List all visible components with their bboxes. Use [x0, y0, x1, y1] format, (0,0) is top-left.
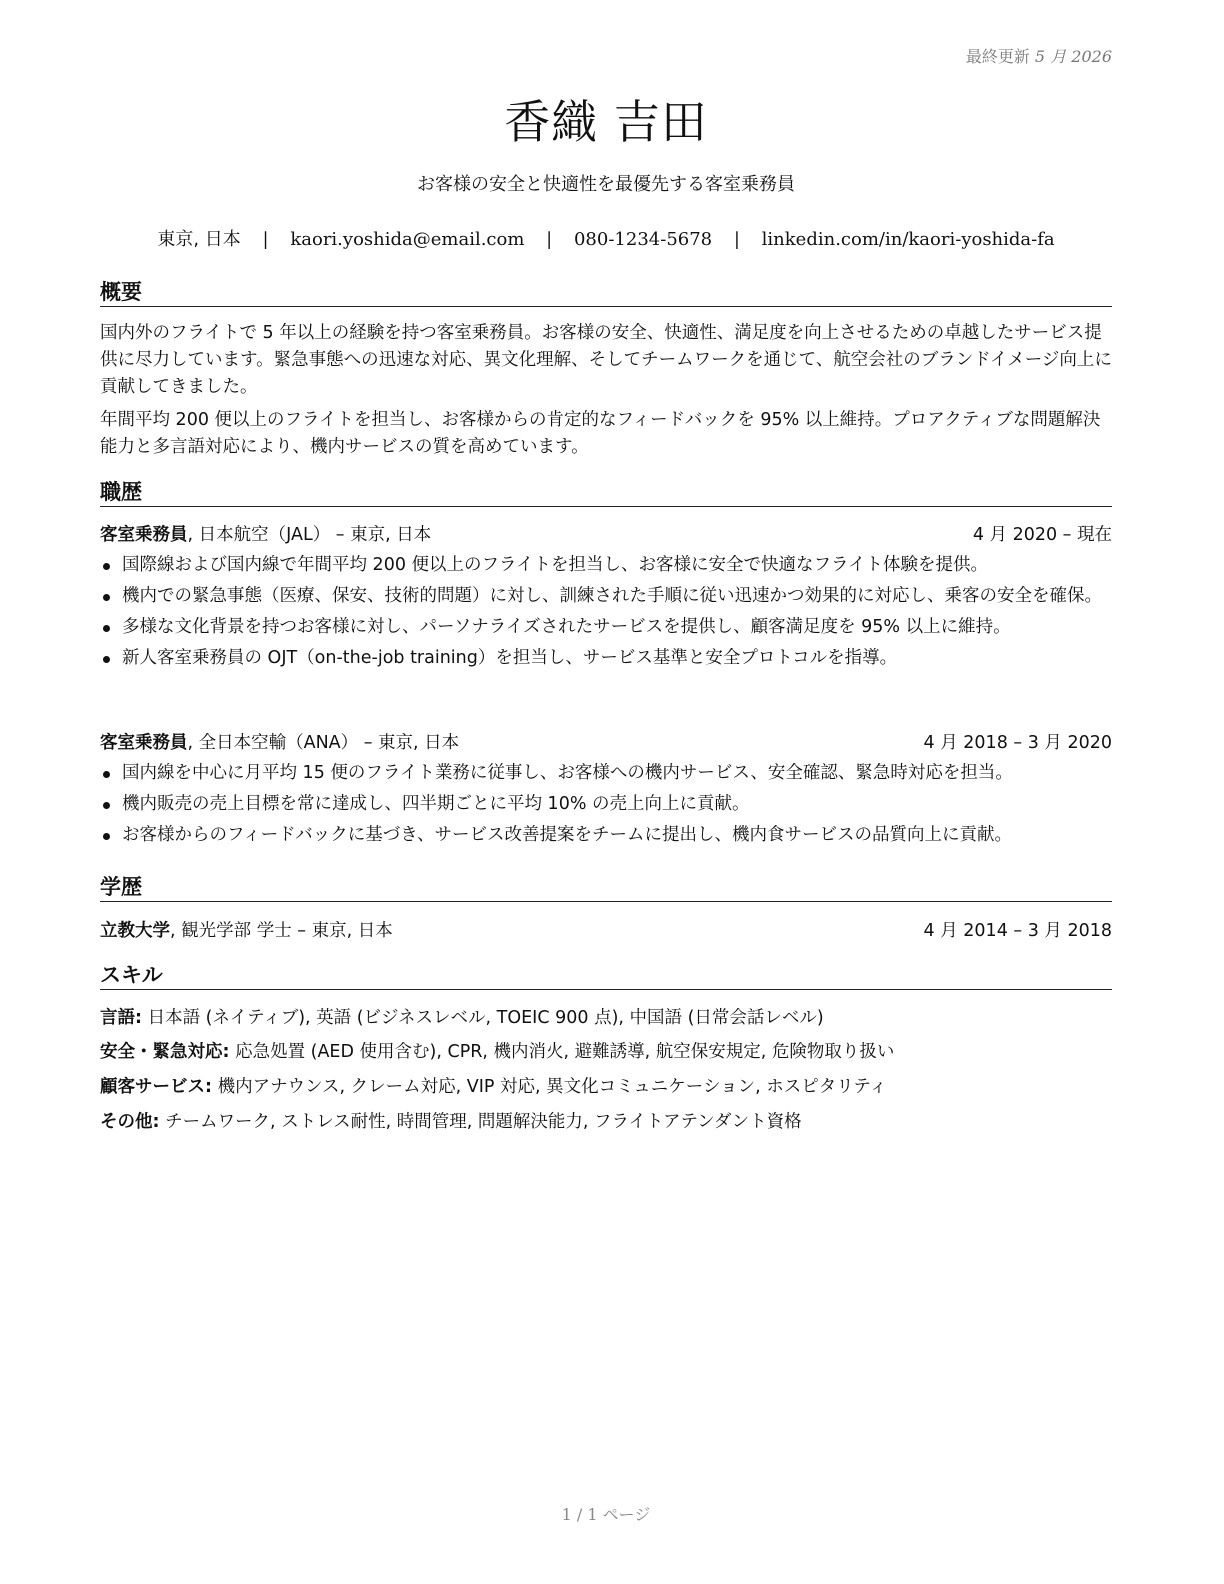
education-line	[100, 918, 393, 944]
resume-page	[100, 0, 1112, 1584]
job-bullets	[100, 760, 1112, 853]
last-updated	[966, 44, 1112, 67]
bullet-text: 国際線および国内線で年間平均 200 便以上のフライトを担当し、お客様に安全で快適なフライト体験を提供。	[122, 555, 988, 575]
job-role: 客室乗務員	[100, 525, 188, 545]
job-title-line	[100, 730, 459, 756]
list-item	[100, 552, 1112, 579]
skill-text: チームワーク, ストレス耐性, 時間管理, 問題解決能力, フライトアテンダント資格	[159, 1112, 802, 1132]
contact-line	[100, 225, 1112, 251]
list-item	[100, 583, 1112, 610]
job-header	[100, 522, 1112, 548]
skill-text: 日本語 (ネイティブ), 英語 (ビジネスレベル, TOEIC 900 点), 中国語 (日常会話レベル)	[142, 1008, 824, 1028]
bullet-text: 新人客室乗務員の OJT（on-the-job training）を担当し、サービス基準と安全プロトコルを指導。	[122, 648, 898, 668]
education-detail: , 観光学部 学士 – 東京, 日本	[170, 921, 393, 941]
list-item	[100, 760, 1112, 787]
skill-label: 顧客サービス:	[100, 1077, 212, 1097]
bullet-text: 国内線を中心に月平均 15 便のフライト業務に従事し、お客様への機内サービス、安全確認、緊急時対応を担当。	[122, 763, 1013, 783]
contact-location: 東京, 日本	[157, 229, 241, 250]
bullet-icon	[103, 802, 110, 809]
bullet-text: 機内販売の売上目標を常に達成し、四半期ごとに平均 10% の売上向上に貢献。	[122, 794, 750, 814]
candidate-name: 香織 吉田	[504, 95, 708, 149]
skill-label: その他:	[100, 1112, 160, 1132]
skill-text: 応急処置 (AED 使用含む), CPR, 機内消火, 避難誘導, 航空保安規定, 危険物取り扱い	[229, 1042, 895, 1062]
education-dates: 4 月 2014 – 3 月 2018	[923, 921, 1112, 941]
section-title-experience: 職歴	[100, 479, 1112, 507]
bullet-text: 多様な文化背景を持つお客様に対し、パーソナライズされたサービスを提供し、顧客満足度を 95% 以上に維持。	[122, 617, 1011, 637]
job-bullets	[100, 552, 1112, 676]
contact-separator: |	[546, 229, 553, 250]
bullet-icon	[103, 625, 110, 632]
skill-line	[100, 1074, 1112, 1100]
section-title-skills: スキル	[100, 962, 1112, 990]
section-title-education: 学歴	[100, 874, 1112, 902]
skill-label: 安全・緊急対応:	[100, 1042, 230, 1062]
bullet-icon	[103, 594, 110, 601]
job-dates: 4 月 2020 – 現在	[972, 525, 1112, 545]
job-role: 客室乗務員	[100, 733, 188, 753]
list-item	[100, 822, 1112, 849]
bullet-text: 機内での緊急事態（医療、保安、技術的問題）に対し、訓練された手順に従い迅速かつ効果的に対応し、乗客の安全を確保。	[122, 586, 1102, 606]
page-number: 1 / 1 ページ	[561, 1505, 651, 1524]
skill-line	[100, 1039, 1112, 1065]
bullet-text: お客様からのフィードバックに基づき、サービス改善提案をチームに提出し、機内食サービスの品質向上に貢献。	[122, 825, 1013, 845]
job-dates: 4 月 2018 – 3 月 2020	[923, 733, 1112, 753]
list-item	[100, 791, 1112, 818]
section-title-summary: 概要	[100, 279, 1112, 307]
skill-line	[100, 1109, 1112, 1135]
contact-separator: |	[733, 229, 740, 250]
bullet-icon	[103, 771, 110, 778]
contact-phone[interactable]: 080-1234-5678	[573, 229, 713, 250]
summary-paragraph: 国内外のフライトで 5 年以上の経験を持つ客室乗務員。お客様の安全、快適性、満足度を向上させるための卓越したサービス提供に尽力しています。緊急事態への迅速な対応、異文化理解、そしてチームワークを通じて、航空会社のブランドイメージ向上に貢献してきました。	[100, 323, 1112, 397]
bullet-icon	[103, 563, 110, 570]
list-item	[100, 614, 1112, 641]
job-company: , 全日本空輸（ANA） – 東京, 日本	[187, 733, 460, 753]
skill-line	[100, 1005, 1112, 1031]
education-school: 立教大学	[100, 921, 170, 941]
skill-text: 機内アナウンス, クレーム対応, VIP 対応, 異文化コミュニケーション, ホスピタリティ	[212, 1077, 887, 1097]
job-title-line	[100, 522, 431, 548]
tagline: お客様の安全と快適性を最優先する客室乗務員	[417, 174, 795, 195]
job-company: , 日本航空（JAL） – 東京, 日本	[187, 525, 432, 545]
summary-paragraph: 年間平均 200 便以上のフライトを担当し、お客様からの肯定的なフィードバックを 95% 以上維持。プロアクティブな問題解決能力と多言語対応により、機内サービスの質を高めています。	[100, 410, 1101, 457]
contact-linkedin[interactable]: linkedin.com/in/kaori-yoshida-fa	[761, 229, 1055, 250]
skill-label: 言語:	[100, 1008, 142, 1028]
last-updated-prefix: 最終更新	[965, 47, 1030, 66]
contact-separator: |	[262, 229, 269, 250]
last-updated-date: 5 月 2026	[1034, 47, 1112, 66]
job-header	[100, 730, 1112, 756]
education-entry	[100, 918, 1112, 944]
bullet-icon	[103, 656, 110, 663]
bullet-icon	[103, 833, 110, 840]
contact-email[interactable]: kaori.yoshida@email.com	[290, 229, 525, 250]
list-item	[100, 645, 1112, 672]
